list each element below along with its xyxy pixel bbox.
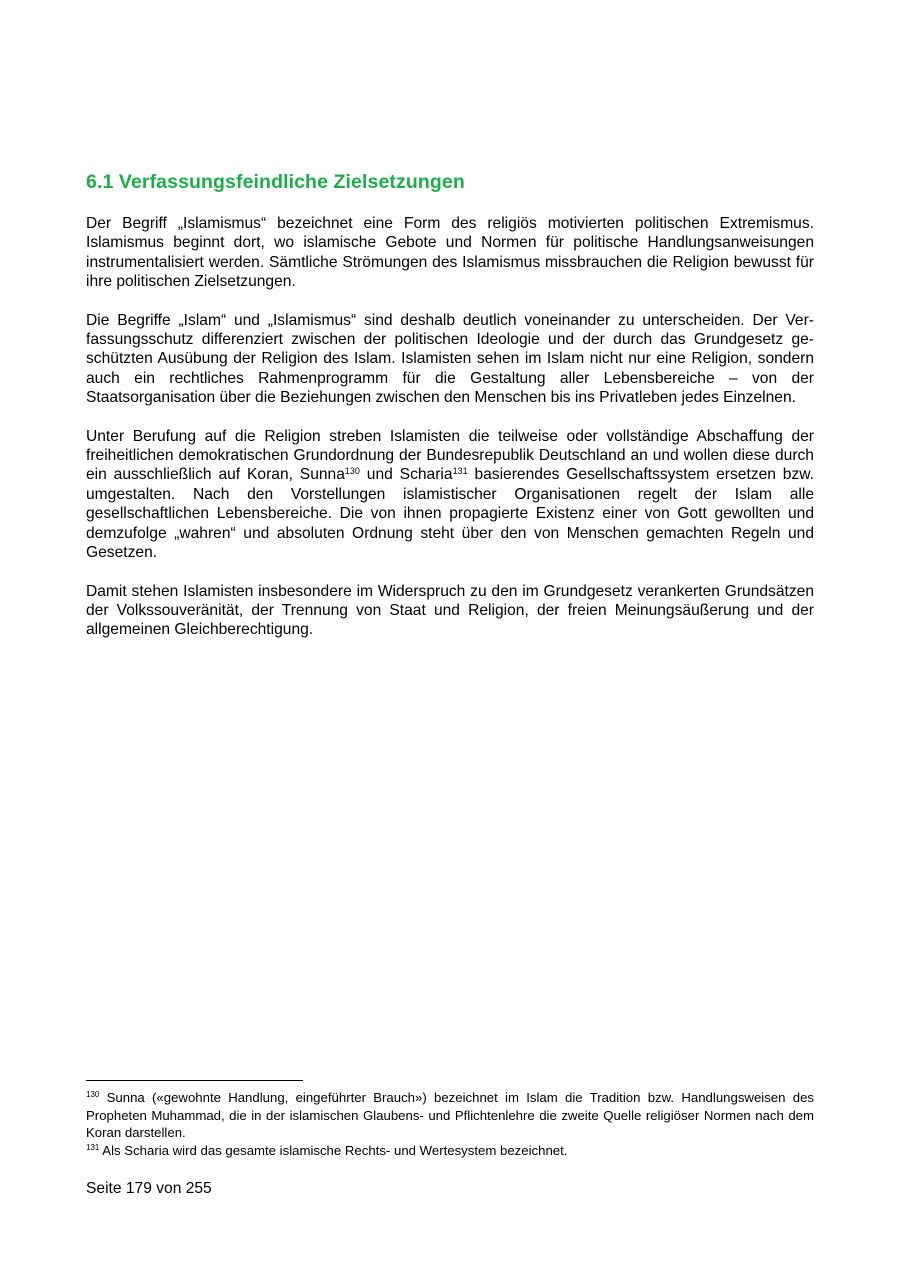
footnotes bbox=[86, 1089, 814, 1159]
paragraph-text: Unter Berufung auf die Religion streben Islamisten die teilweise oder vollständige Abschaffung der freiheitlichen demokratischen Grundordnung der Bundesrepublik Deutschland an und wollen diese durch ein ausschließlich auf Koran, Sunna bbox=[86, 427, 814, 484]
paragraph-islamism-definition: Der Begriff „Islamismus“ bezeichnet eine Form des religiös motivierten politischen Extremismus. Islamismus beginnt dort, wo islamische Gebote und Normen für politische Handlungsanweisungen instrumentalisiert werden. Sämtliche Strömungen des Islamismus missbrauchen die Religion bewusst für ihre politischen Zielsetzungen. bbox=[86, 215, 814, 291]
footnote-ref-131[interactable]: 131 bbox=[452, 466, 468, 477]
footnote-number: 130 bbox=[86, 1090, 100, 1099]
footnote-131 bbox=[86, 1142, 814, 1160]
footnote-text: Als Scharia wird das gesamte islamische Rechts- und Wertesystem bezeichnet. bbox=[99, 1142, 568, 1158]
footnote-divider bbox=[86, 1080, 303, 1081]
footnote-text: Sunna («gewohnte Handlung, eingeführter Brauch») bezeichnet im Islam die Tradition bzw. Handlungsweisen des Propheten Muhammad, die in der islamischen Glaubens- und Pflichtenlehre die zweite Quelle religiöser Normen nach dem Koran darstellen. bbox=[86, 1090, 814, 1141]
paragraph-islam-vs-islamism: Die Begriffe „Islam“ und „Islamismus“ sind deshalb deutlich voneinander zu unterscheiden. Der Verfassungsschutz differenziert zwischen der politischen Ideologie und der durch das Grundgesetz geschützten Ausübung der Religion des Islam. Islamisten sehen im Islam nicht nur eine Religion, sondern auch ein rechtliches Rahmenprogramm für die Gestaltung aller Lebensbereiche – von der Staatsorganisation über die Beziehungen zwischen den Menschen bis ins Privatleben jedes Einzelnen. bbox=[86, 311, 814, 407]
paragraph-contradiction: Damit stehen Islamisten insbesondere im Widerspruch zu den im Grundgesetz verankerten Grundsätzen der Volkssouveränität, der Trennung von Staat und Religion, der freien Meinungsäußerung und der allgemeinen Gleichberechtigung. bbox=[86, 582, 814, 639]
footnote-130 bbox=[86, 1089, 814, 1142]
footnote-ref-130[interactable]: 130 bbox=[344, 466, 360, 477]
body-text bbox=[86, 214, 814, 659]
section-heading: 6.1 Verfassungsfeindliche Zielsetzungen bbox=[86, 171, 465, 193]
paragraph-abolition-goals bbox=[86, 427, 814, 563]
document-page bbox=[86, 0, 814, 1273]
paragraph-text: und Scharia bbox=[359, 466, 453, 484]
paragraph-text: basierendes Gesellschaftssystem ersetzen bzw. umgestalten. Nach den Vorstellungen islamistischer Organisationen regelt der Islam alle gesellschaftlichen Lebensbereiche. Die von ihnen propagierte Existenz einer von Gott gewollten und demzufolge „wahren“ und absoluten Ordnung steht über den von Menschen gemachten Regeln und Gesetzen. bbox=[86, 466, 814, 562]
footnote-number: 131 bbox=[86, 1142, 100, 1152]
page-number: Seite 179 von 255 bbox=[86, 1180, 212, 1197]
